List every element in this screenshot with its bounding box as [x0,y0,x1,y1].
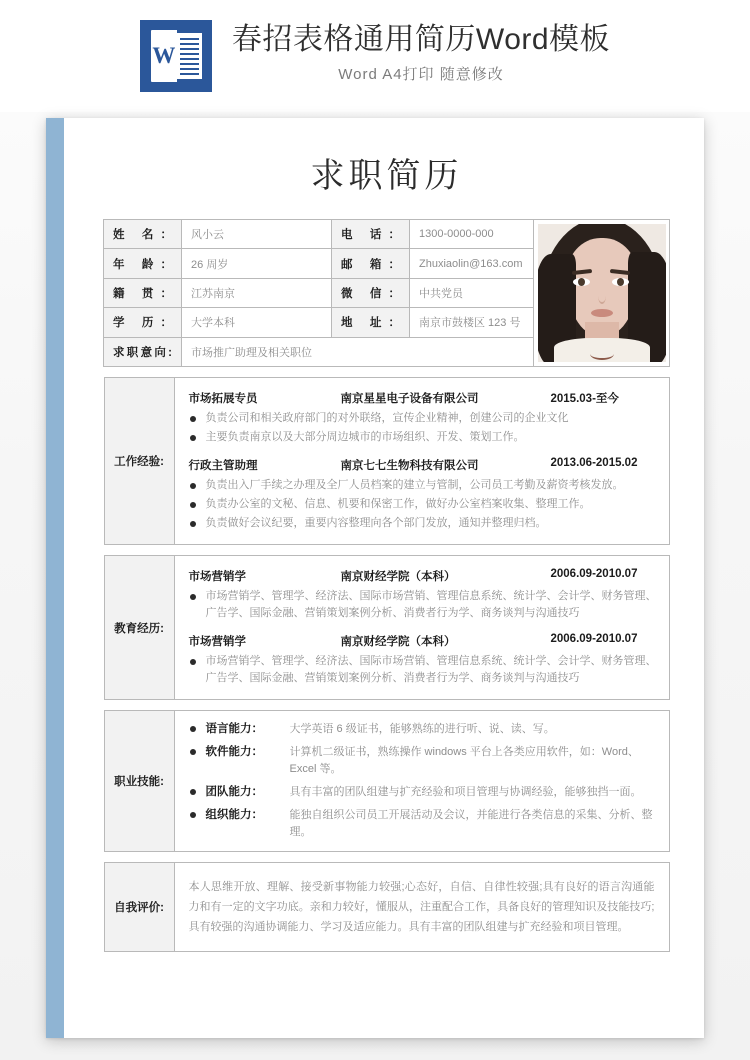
education-major: 市场营销学 [188,571,246,583]
info-value-wechat: 中共党员 [410,278,534,307]
evaluation-text: 本人思维开放、理解、接受新事物能力较强;心态好，自信、自律性较强;具有良好的语言沟通能力和有一定的文字功底。亲和力较好，懂服从，注重配合工作，具备良好的管理知识及技能技巧;具有较强的沟通协调能力、学习及适应能力。具有丰富的团队组建与扩充经验和项目管理。 [188,881,655,933]
info-value-education: 大学本科 [182,308,332,337]
info-label-hometown: 籍 贯： [104,278,182,307]
job-bullets [189,477,657,532]
section-label-work: 工作经验: [104,378,174,545]
skill-name: 团队能力： [205,786,263,798]
skill-item [189,807,657,841]
resume-page-title: 求职简历 [310,158,463,195]
skill-desc: 能独自组织公司员工开展活动及会议，并能进行各类信息的采集、分析、整理。 [289,809,653,838]
photo-cell [534,220,670,367]
list-item: 负责做好会议纪要，重要内容整理向各个部门发放，通知并整理归档。 [189,515,657,532]
info-label-email: 邮 箱： [332,249,410,278]
job-role: 行政主管助理 [188,460,258,472]
avatar [538,224,666,362]
job-date: 2015.03-至今 [550,393,619,405]
info-value-objective: 市场推广助理及相关职位 [182,337,534,366]
section-label-skills: 职业技能: [104,711,174,852]
skill-name: 软件能力： [205,746,263,758]
education-school: 南京财经学院（本科） [340,571,456,583]
skill-name: 组织能力： [205,809,263,821]
job-date: 2013.06-2015.02 [550,457,638,469]
promo-subtitle: Word A4打印 随意修改 [338,66,504,83]
education-school: 南京财经学院（本科） [340,636,456,648]
skill-item [189,744,657,778]
info-label-education: 学 历： [104,308,182,337]
skill-item [189,784,657,801]
job-org: 南京星星电子设备有限公司 [340,393,479,405]
job-org: 南京七七生物科技有限公司 [340,460,479,472]
list-item: 主要负责南京以及大部分周边城市的市场组织、开发、策划工作。 [189,429,657,446]
list-item: 负责公司和相关政府部门的对外联络，宣传企业精神，创建公司的企业文化 [189,410,657,427]
education-date: 2006.09-2010.07 [550,568,638,580]
info-value-address: 南京市鼓楼区 123 号 [410,308,534,337]
section-label-education: 教育经历: [104,556,174,700]
info-value-hometown: 江苏南京 [182,278,332,307]
word-logo-letter: W [152,43,176,68]
promo-header [0,0,750,112]
page-accent-bar [46,118,64,1038]
list-item: 负责办公室的文秘、信息、机要和保密工作，做好办公室档案收集、整理工作。 [189,496,657,513]
info-value-name: 风小云 [182,220,332,249]
info-value-phone: 1300-0000-000 [410,220,534,249]
info-value-email: Zhuxiaolin@163.com [410,249,534,278]
list-item: 市场营销学、管理学、经济法、国际市场营销、管理信息系统、统计学、会计学、财务管理、广告学、国际金融、营销策划案例分析、消费者行为学、商务谈判与沟通技巧 [189,588,657,622]
education-courses [189,653,657,687]
word-logo-lines-icon [180,38,199,78]
info-label-wechat: 微 信： [332,278,410,307]
page-content [69,118,704,1038]
education-major: 市场营销学 [188,636,246,648]
education-courses [189,588,657,622]
info-label-address: 地 址： [332,308,410,337]
info-label-phone: 电 话： [332,220,410,249]
section-label-evaluation: 自我评价: [104,863,174,952]
info-label-name: 姓 名： [104,220,182,249]
skill-name: 语言能力： [205,723,263,735]
education-date: 2006.09-2010.07 [550,633,638,645]
info-label-objective: 求职意向: [104,337,182,366]
word-logo-icon [140,20,212,92]
promo-title: 春招表格通用简历Word模板 [231,23,611,56]
info-label-age: 年 龄： [104,249,182,278]
skill-desc: 大学英语 6 级证书，能够熟练的进行听、说、读、写。 [289,723,555,735]
skill-desc: 具有丰富的团队组建与扩充经验和项目管理与协调经验，能够独挡一面。 [289,786,642,798]
list-item: 负责出入厂手续之办理及全厂人员档案的建立与管制，公司员工考勤及薪资考核发放。 [189,477,657,494]
skill-item [189,721,657,738]
skill-desc: 计算机二级证书，熟练操作 windows 平台上各类应用软件，如：Word、Excel 等。 [289,746,639,775]
document-preview-area [0,112,750,1060]
info-value-age: 26 周岁 [182,249,332,278]
job-role: 市场拓展专员 [188,393,258,405]
resume-page [46,118,704,1038]
list-item: 市场营销学、管理学、经济法、国际市场营销、管理信息系统、统计学、会计学、财务管理、广告学、国际金融、营销策划案例分析、消费者行为学、商务谈判与沟通技巧 [189,653,657,687]
